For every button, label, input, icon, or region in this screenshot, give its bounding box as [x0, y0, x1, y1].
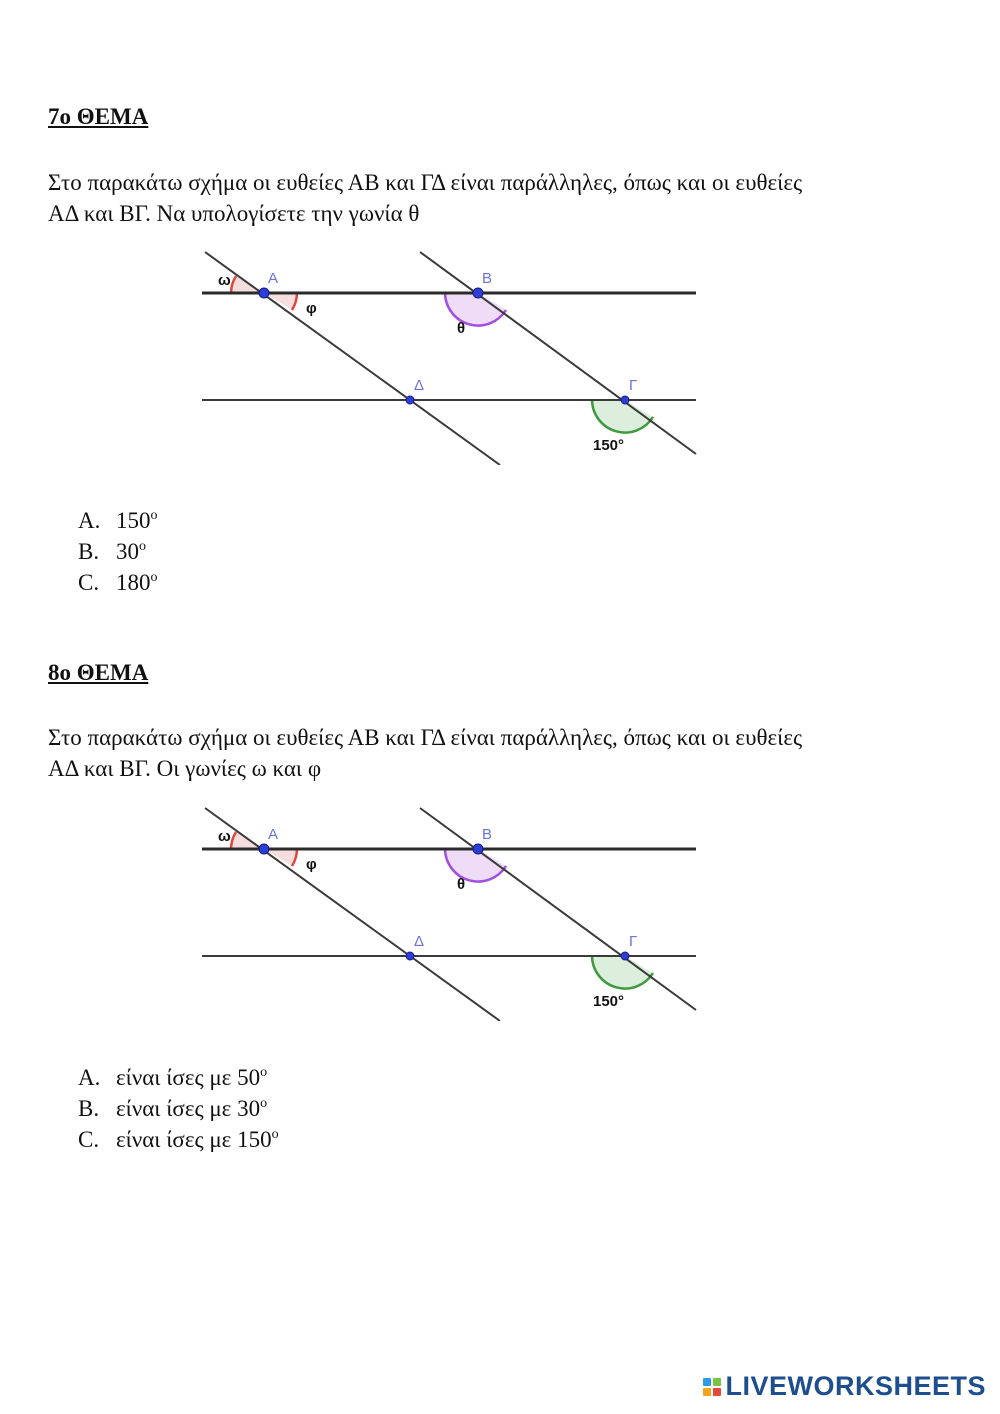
option-a[interactable] [78, 505, 158, 536]
option-text: 30 [116, 539, 139, 564]
label-A: A [268, 270, 279, 287]
degree-sign: o [271, 1127, 279, 1142]
label-D: Δ [414, 377, 425, 394]
logo-text: LIVEWORKSHEETS [725, 1371, 986, 1401]
question-8-text [48, 722, 948, 784]
point-B [473, 844, 483, 854]
question-8-text-line-2: ΑΔ και ΒΓ. Οι γωνίες ω και φ [48, 756, 322, 781]
option-c[interactable] [78, 1124, 279, 1155]
question-8-heading: 8ο ΘΕΜΑ [48, 660, 149, 685]
degree-sign: o [260, 1096, 268, 1111]
label-150: 150° [593, 993, 625, 1010]
label-theta: θ [457, 320, 466, 337]
line-AD [205, 252, 500, 465]
label-phi: φ [306, 300, 317, 317]
question-7-text-line-1: Στο παρακάτω σχήμα οι ευθείες ΑΒ και ΓΔ είναι παράλληλες, όπως και οι ευθείες [48, 170, 803, 195]
label-150: 150° [593, 437, 625, 454]
option-letter: C. [78, 570, 100, 595]
option-letter: B. [78, 539, 100, 564]
option-letter: A. [78, 508, 101, 533]
line-BG [420, 808, 696, 1010]
question-7-options [78, 505, 158, 598]
point-D [406, 396, 414, 404]
option-text: είναι ίσες με 50 [116, 1065, 261, 1090]
label-phi: φ [306, 856, 317, 873]
point-A [259, 844, 269, 854]
option-a[interactable] [78, 1062, 279, 1093]
degree-sign: o [139, 539, 146, 554]
option-letter: B. [78, 1096, 100, 1121]
point-D [406, 952, 414, 960]
question-7-text-line-2: ΑΔ και ΒΓ. Να υπολογίσετε την γωνία θ [48, 201, 420, 226]
line-AD [205, 808, 500, 1021]
label-B: B [482, 270, 493, 287]
label-A: A [268, 826, 279, 843]
point-B [473, 288, 483, 298]
geometry-figure-q7 [195, 245, 705, 465]
question-7-heading: 7ο ΘΕΜΑ [48, 104, 149, 129]
label-D: Δ [414, 933, 425, 950]
option-text: είναι ίσες με 150 [116, 1127, 272, 1152]
option-text: είναι ίσες με 30 [116, 1096, 261, 1121]
option-b[interactable] [78, 1093, 279, 1124]
degree-sign: o [150, 570, 158, 585]
geometry-figure-q8 [195, 801, 705, 1021]
option-b[interactable] [78, 536, 158, 567]
option-text: 180 [116, 570, 151, 595]
point-G [621, 396, 629, 404]
label-theta: θ [457, 876, 466, 893]
degree-sign: o [260, 1065, 268, 1080]
label-omega: ω [218, 828, 231, 845]
point-G [621, 952, 629, 960]
logo-icon [703, 1378, 721, 1396]
liveworksheets-logo[interactable] [703, 1371, 986, 1402]
question-7-text [48, 167, 948, 229]
line-BG [420, 252, 696, 454]
parallel-lines-diagram [195, 801, 705, 1021]
degree-sign: o [150, 508, 158, 523]
label-G: Γ [629, 933, 638, 950]
label-G: Γ [629, 377, 638, 394]
point-A [259, 288, 269, 298]
label-B: B [482, 826, 493, 843]
option-text: 150 [116, 508, 151, 533]
question-8-options [78, 1062, 279, 1155]
label-omega: ω [218, 272, 231, 289]
question-8-text-line-1: Στο παρακάτω σχήμα οι ευθείες ΑΒ και ΓΔ είναι παράλληλες, όπως και οι ευθείες [48, 725, 803, 750]
parallel-lines-diagram [195, 245, 705, 465]
option-letter: A. [78, 1065, 101, 1090]
option-c[interactable] [78, 567, 158, 598]
option-letter: C. [78, 1127, 100, 1152]
